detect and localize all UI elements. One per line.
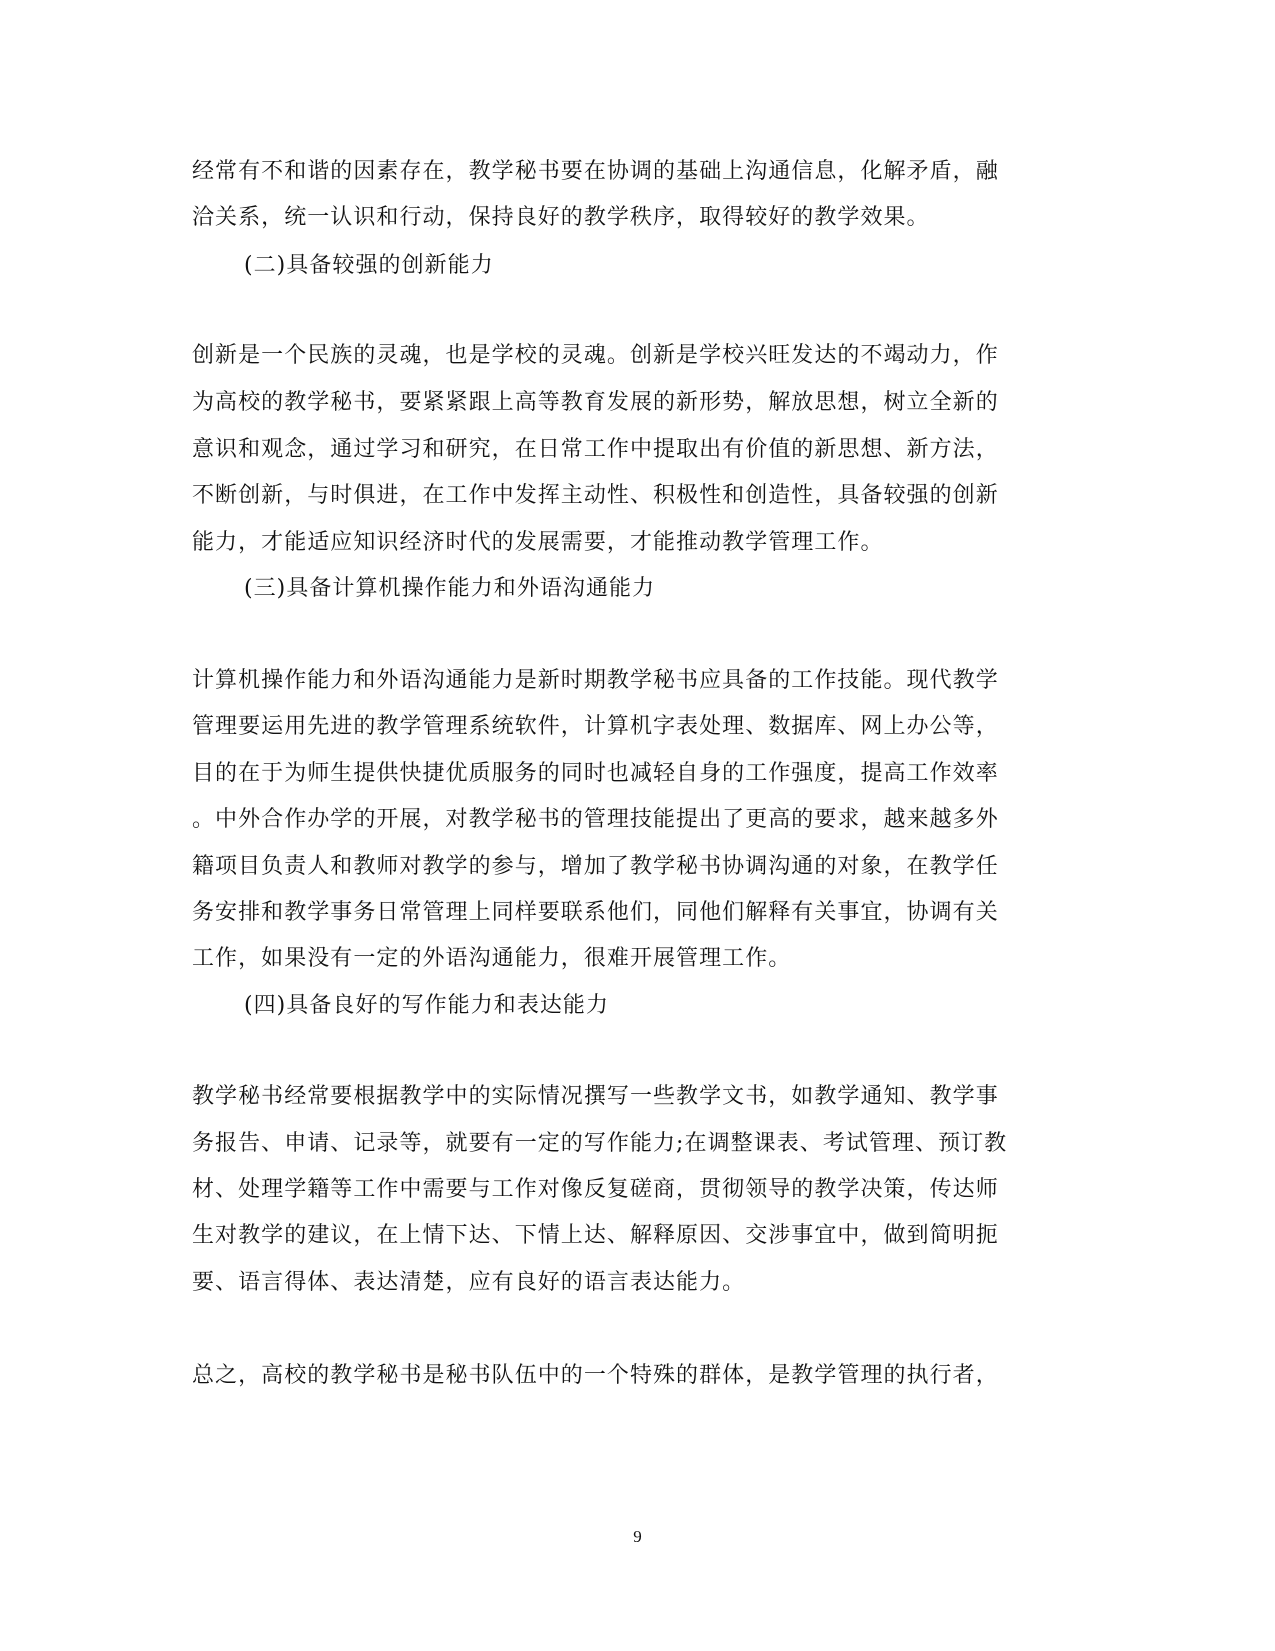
body-text-line: 洽关系，统一认识和行动，保持良好的教学秩序，取得较好的教学效果。 [192, 205, 930, 230]
body-text-line: 。中外合作办学的开展，对教学秘书的管理技能提出了更高的要求，越来越多外 [192, 807, 999, 832]
body-text-line: 要、语言得体、表达清楚，应有良好的语言表达能力。 [192, 1270, 746, 1295]
body-text-line: 总之，高校的教学秘书是秘书队伍中的一个特殊的群体，是教学管理的执行者， [192, 1363, 999, 1388]
section-heading: (四)具备良好的写作能力和表达能力 [244, 993, 610, 1018]
body-text-line: 教学秘书经常要根据教学中的实际情况撰写一些教学文书，如教学通知、教学事 [192, 1084, 999, 1109]
body-text-line: 籍项目负责人和教师对教学的参与，增加了教学秘书协调沟通的对象，在教学任 [192, 854, 999, 879]
body-text-line: 务安排和教学事务日常管理上同样要联系他们，同他们解释有关事宜，协调有关 [192, 900, 999, 925]
body-text-line: 目的在于为师生提供快捷优质服务的同时也减轻自身的工作强度，提高工作效率 [192, 761, 999, 786]
body-text-line: 材、处理学籍等工作中需要与工作对像反复磋商，贯彻领导的教学决策，传达师 [192, 1177, 999, 1202]
body-text-line: 生对教学的建议，在上情下达、下情上达、解释原因、交涉事宜中，做到简明扼 [192, 1223, 999, 1248]
body-text-line: 为高校的教学秘书，要紧紧跟上高等教育发展的新形势，解放思想，树立全新的 [192, 390, 999, 415]
body-text-line: 经常有不和谐的因素存在，教学秘书要在协调的基础上沟通信息，化解矛盾，融 [192, 159, 999, 184]
section-heading: (二)具备较强的创新能力 [244, 253, 494, 278]
body-text-line: 务报告、申请、记录等，就要有一定的写作能力;在调整课表、考试管理、预订教 [192, 1131, 1008, 1156]
body-text-line: 工作，如果没有一定的外语沟通能力，很难开展管理工作。 [192, 946, 792, 971]
body-text-line: 管理要运用先进的教学管理系统软件，计算机字表处理、数据库、网上办公等， [192, 714, 999, 739]
body-text-line: 不断创新，与时俱进，在工作中发挥主动性、积极性和创造性，具备较强的创新 [192, 483, 999, 508]
body-text-line: 意识和观念，通过学习和研究，在日常工作中提取出有价值的新思想、新方法， [192, 437, 999, 462]
section-heading: (三)具备计算机操作能力和外语沟通能力 [244, 576, 656, 601]
page-number: 9 [633, 1527, 642, 1546]
body-text-line: 能力，才能适应知识经济时代的发展需要，才能推动教学管理工作。 [192, 530, 884, 555]
body-text-line: 创新是一个民族的灵魂，也是学校的灵魂。创新是学校兴旺发达的不竭动力，作 [192, 343, 999, 368]
body-text-line: 计算机操作能力和外语沟通能力是新时期教学秘书应具备的工作技能。现代教学 [192, 668, 999, 693]
